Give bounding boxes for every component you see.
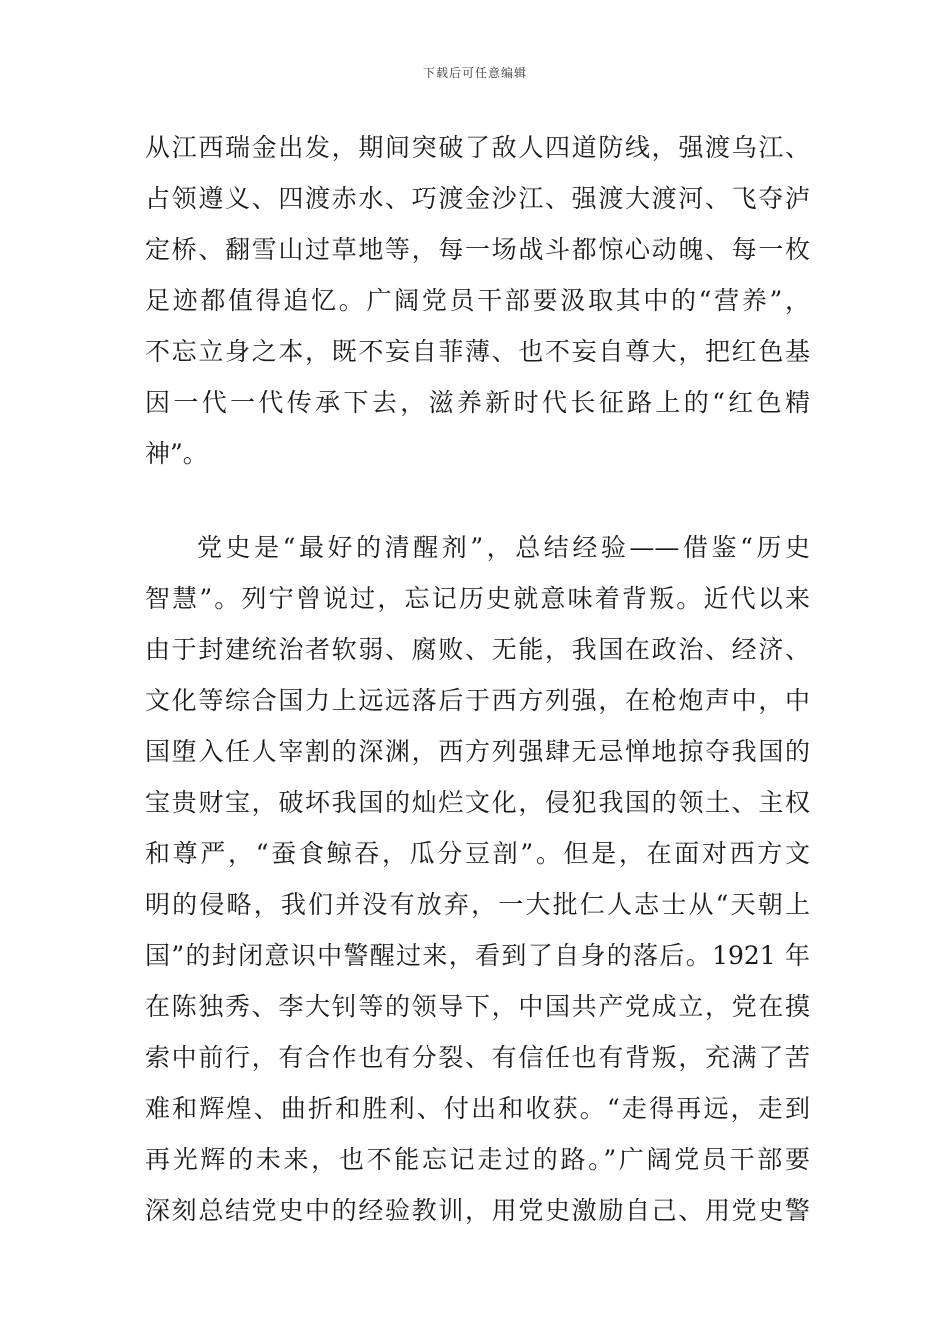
text-line: 占领遵义、四渡赤水、巧渡金沙江、强渡大渡河、飞夺泸	[145, 184, 810, 213]
text-line: 智慧”。列宁曾说过，忘记历史就意味着背叛。近代以来	[145, 584, 810, 613]
text-line: 不忘立身之本，既不妄自菲薄、也不妄自尊大，把红色基	[145, 337, 810, 366]
text-line: 在陈独秀、李大钊等的领导下，中国共产党成立，党在摸	[145, 992, 810, 1021]
text-line: 因一代一代传承下去，滋养新时代长征路上的“红色精	[145, 388, 810, 417]
text-line: 和尊严，“蚕食鲸吞，瓜分豆剖”。但是，在面对西方文	[145, 839, 810, 868]
paragraph-1	[145, 122, 810, 479]
text-line: 从江西瑞金出发，期间突破了敌人四道防线，强渡乌江、	[145, 133, 810, 162]
text-line: 索中前行，有合作也有分裂、有信任也有背叛，充满了苦	[145, 1043, 810, 1072]
text-line: 难和辉煌、曲折和胜利、付出和收获。“走得再远，走到	[145, 1094, 810, 1123]
text-line: 足迹都值得追忆。广阔党员干部要汲取其中的“营养”，	[145, 286, 810, 315]
text-line: 国”的封闭意识中警醒过来，看到了自身的落后。1921 年	[145, 941, 810, 970]
text-line: 再光辉的未来，也不能忘记走过的路。”广阔党员干部要	[145, 1145, 810, 1174]
text-line: 由于封建统治者软弱、腐败、无能，我国在政治、经济、	[145, 635, 810, 664]
text-line: 定桥、翻雪山过草地等，每一场战斗都惊心动魄、每一枚	[145, 235, 810, 264]
text-line: 神”。	[145, 439, 208, 468]
text-line: 宝贵财宝，破坏我国的灿烂文化，侵犯我国的领土、主权	[145, 788, 810, 817]
text-line: 明的侵略，我们并没有放弃，一大批仁人志士从“天朝上	[145, 890, 810, 919]
page-header: 下载后可任意编辑	[422, 66, 527, 80]
text-line: 国堕入任人宰割的深渊，西方列强肆无忌惮地掠夺我国的	[145, 737, 810, 766]
text-line: 党史是“最好的清醒剂”，总结经验——借鉴“历史	[197, 533, 810, 562]
paragraph-2	[145, 522, 810, 1236]
text-line: 文化等综合国力上远远落后于西方列强，在枪炮声中，中	[145, 686, 810, 715]
text-line: 深刻总结党史中的经验教训，用党史激励自己、用党史警	[145, 1196, 810, 1225]
